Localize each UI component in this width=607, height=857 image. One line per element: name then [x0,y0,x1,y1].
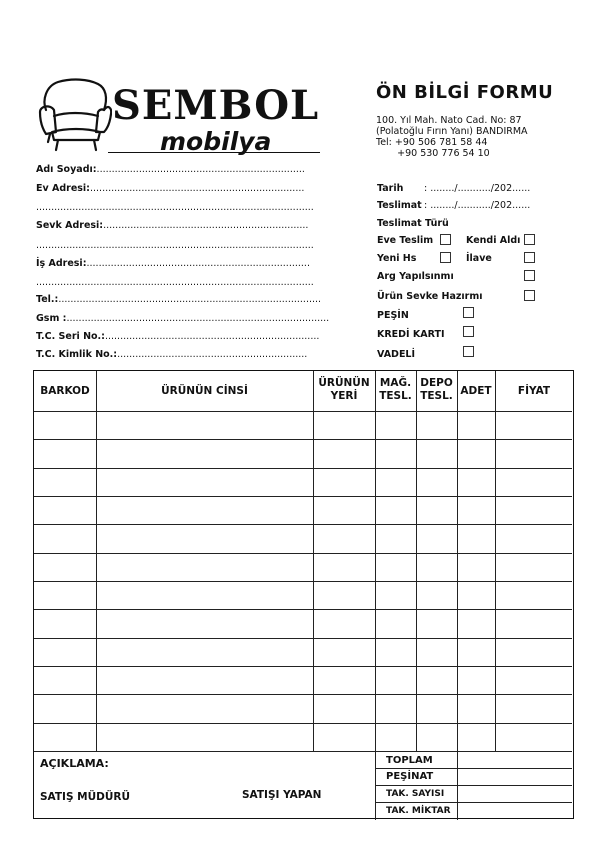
extra-label: İlave [466,253,492,264]
brand-name: SEMBOL [112,82,320,129]
col-header-product: ÜRÜNÜN CİNSİ [161,385,248,397]
work-address-dots: .......................................................................... [86,258,310,269]
footer-row-line [375,785,572,786]
phone-dots: ....................................................................................... [58,294,322,305]
work-address-label: İş Adresi: [36,258,87,269]
name-label: Adı Soyadı: [36,164,97,175]
armchair-logo-icon [38,76,112,152]
table-row[interactable] [34,723,572,724]
col-header-barcode: BARKOD [40,385,90,397]
home-address-field[interactable] [36,183,304,194]
work-address-line2[interactable]: ............................................................................................ [36,277,314,288]
brand-underline [108,152,320,153]
deferred-checkbox[interactable] [463,346,474,357]
tc-id-dots: ............................................................... [117,349,308,360]
footer-row-line [375,802,572,803]
deferred-label: VADELİ [377,349,416,360]
arg-checkbox[interactable] [524,270,535,281]
name-dots: ..................................................................... [96,164,305,175]
home-address-line2[interactable]: ............................................................................................ [36,202,314,213]
name-field[interactable] [36,164,305,175]
credit-card-label: KREDİ KARTI [377,329,445,340]
phone-line: +90 530 776 54 10 [376,148,490,159]
credit-card-checkbox[interactable] [463,326,474,337]
cash-checkbox[interactable] [463,307,474,318]
installment-amount-label: TAK. MİKTAR [386,806,451,816]
table-row[interactable] [34,694,572,695]
delivery-type-label: Teslimat Türü [377,218,449,229]
phone-line: Tel: +90 506 781 58 44 [376,137,488,148]
delivery-address-line2[interactable]: ............................................................................................ [36,240,314,251]
new-hs-checkbox[interactable] [440,252,451,263]
col-header-store-delivery: MAĞ. TESL. [379,377,412,402]
total-label: TOPLAM [386,755,433,766]
ready-checkbox[interactable] [524,290,535,301]
table-row[interactable] [34,468,572,469]
gsm-dots: ....................................................................................... [66,313,330,324]
table-row[interactable] [34,666,572,667]
tc-serial-dots: ....................................................................... [104,331,320,342]
home-delivery-label: Eve Teslim [377,235,434,246]
phone-field[interactable] [36,294,321,305]
delivery-date-label: Teslimat [377,200,422,211]
extra-checkbox[interactable] [524,252,535,263]
date-label: Tarih [377,183,404,194]
work-address-field[interactable] [36,258,310,269]
home-delivery-checkbox[interactable] [440,234,451,245]
delivery-address-label: Sevk Adresi: [36,220,104,231]
date-field[interactable]: : ......../.........../202...... [424,183,531,194]
address-line: 100. Yıl Mah. Nato Cad. No: 87 [376,115,522,126]
table-row[interactable] [34,411,572,412]
delivery-address-dots: .................................................................... [103,220,309,231]
col-header-price: FİYAT [517,385,551,397]
gsm-label: Gsm : [36,313,67,324]
home-address-dots: ....................................................................... [89,183,305,194]
salesperson-label: SATIŞI YAPAN [242,789,322,801]
tc-serial-label: T.C. Seri No.: [36,331,105,342]
tc-id-label: T.C. Kimlik No.: [36,349,118,360]
table-row[interactable] [34,524,572,525]
self-pickup-label: Kendi Aldı [466,235,521,246]
new-hs-label: Yeni Hs [377,253,417,264]
arg-label: Arg Yapılsınmı [377,271,454,282]
delivery-address-field[interactable] [36,220,308,231]
address-line: (Polatoğlu Fırın Yanı) BANDIRMA [376,126,528,137]
phone-label: Tel.: [36,294,59,305]
product-table [33,370,574,819]
table-row[interactable] [34,553,572,554]
down-payment-label: PEŞİNAT [386,771,434,782]
gsm-field[interactable] [36,313,329,324]
col-header-depot-delivery: DEPO TESL. [420,377,453,402]
col-header-quantity: ADET [460,385,492,397]
note-label: AÇIKLAMA: [40,757,109,770]
self-pickup-checkbox[interactable] [524,234,535,245]
tc-serial-field[interactable] [36,331,319,342]
table-row[interactable] [34,581,572,582]
table-row[interactable] [34,638,572,639]
table-row[interactable] [34,439,572,440]
brand-subtitle: mobilya [160,127,272,156]
sales-manager-label: SATIŞ MÜDÜRÜ [40,791,130,803]
installment-count-label: TAK. SAYISI [386,789,445,799]
footer-row-line [375,768,572,769]
col-header-location: ÜRÜNÜN YERİ [318,377,370,402]
footer-divider [34,751,572,752]
table-row[interactable] [34,609,572,610]
ready-label: Ürün Sevke Hazırmı [377,291,483,302]
delivery-date-field[interactable]: : ......../.........../202...... [424,200,531,211]
cash-label: PEŞİN [377,310,409,321]
tc-id-field[interactable] [36,349,307,360]
table-row[interactable] [34,496,572,497]
form-title: ÖN BİLGİ FORMU [376,82,554,103]
home-address-label: Ev Adresi: [36,183,90,194]
